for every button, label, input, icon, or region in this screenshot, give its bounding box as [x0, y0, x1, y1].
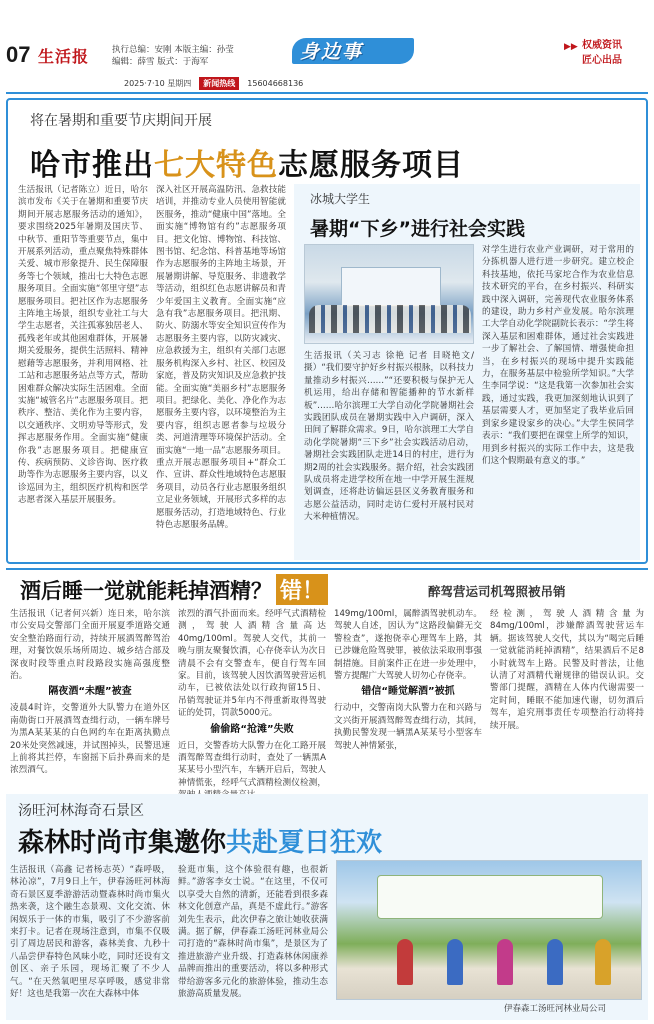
info-bar: [124, 76, 303, 90]
hotline-number: 15604668136: [247, 78, 304, 88]
photo-event-sign: [377, 875, 603, 919]
article1-subtitle: 将在暑期和重要节庆期间开展: [30, 113, 212, 129]
article1-headline-pre: 哈市推出: [30, 148, 154, 183]
sidebar-column-1: 生活报讯（关习志 徐艳 记者 目晓艳文/摄）“我们要守护好乡村振兴根脉，以科技力量推动乡村振兴……”“还要积极与保护无人机运用，给出存储和智能播种的节水新样板”……哈尔滨理工大学自动化学院暑期社会实践团队成员在暑期实践中入户调研，深入田间了解群众需求。9日，哈尔滨理工大学自动化学院暑期“三下乡”社会实践活动启动，暑期社会实践团队走进14日的村庄，进行为期2周的社会实践服务。据介绍，社会实践团队成员将走进学校所在地一中学开展生涯规划调查，还将赴访偏远县区义务教育服务和志愿公益活动，同时走访仁爱村开展村民对大米种植情况。: [304, 351, 474, 523]
hotline-label: 新闻热线: [199, 77, 239, 90]
article2-subhead-1: 隔夜酒“未醒”被查: [48, 686, 132, 698]
article3-column-2: 验逛市集，这个体验很有趣，也很新鲜。”游客李女士说。“在这里，不仅可以享受大自然的清新，还能看到很多森林文化创意产品，真是不虚此行。”游客刘先生表示，此次伊春之旅让她收获满满。据了解，伊春森工汤旺河林业局公司打造的“森林时尚市集”，是景区为了推进旅游产业升级、打造森林休闲康养品牌而推出的重要活动，将以多种形式带给游客多元化的旅游体验，推动生态旅游高质量发展。: [178, 865, 328, 1000]
sidebar-column-2: 对学生进行农业产业调研，对于常用的分拣机器人进行进一步研究。建立校企科技基地，依托马家坨合作为农业信息技术研究的平台，在乡村振兴、科研实践中深入调研，完善现代农业服务体系的建设，助力乡村产业发展。哈尔滨理工大学自动化学院副院长表示：“学生将深入基层和困难群体，通过社会实践进一步了解社会、了解国情、增强使命担当，在乡村振兴的现场中提升实践能力，在服务基层中检验所学知识。”大学生李同学说：“这是我第一次参加社会实践，通过实践，我更加深刻地认识到了基层需要人才，更加坚定了我毕业后回到家乡建设家乡的决心。”大学生侯同学表示：“我们要把在课堂上所学的知识，用到乡村振兴的实际工作中去，这是我们这个假期最有意义的事。”: [482, 245, 634, 466]
article2-headline: [20, 574, 328, 605]
article3-headline-highlight: 共赴夏日狂欢: [226, 828, 383, 858]
article2-headline-pre: 酒后睡一觉就能耗掉酒精？: [20, 579, 272, 603]
article3-subtitle: 汤旺河林海奇石景区: [18, 803, 144, 819]
article1-headline: [30, 140, 464, 184]
slogan-line-2: 匠心出品: [582, 55, 622, 66]
student-group-photo: [304, 244, 474, 344]
photo-credit: 伊春森工汤旺河林业局公司: [504, 1004, 607, 1014]
arrow-icon: ▶▶: [564, 42, 578, 52]
article2-subtitle: 醉驾营运司机驾照被吊销: [428, 584, 566, 599]
article2-col2b-text: 近日，交警香坊大队警力在化工路开展酒驾醉驾查缉行动时，查处了一辆黑A某某号小型汽车，车辆开启后，驾驶人神情慌张，经呼气式酒精检测仪检测，: [178, 740, 326, 788]
article3-headline-pre: 森林时尚市集邀你: [18, 828, 227, 858]
article2-column-1: [10, 608, 170, 786]
section-title: 身边事: [300, 41, 364, 63]
staff-credits: [112, 44, 234, 68]
article2-col2-text: 浓烈的酒气扑面而来。经呼气式酒精检测，驾驶人酒精含量高达40mg/100ml。驾驶人交代，其前一晚与朋友聚餐饮酒，心存侥幸认为次日清晨不会有交警查车，便自行驾车回家。目前，该驾驶人因饮酒驾驶营运机动车，已被依法处以行政拘留15日、吊销驾驶证并5年内不得重新取得驾驶证的处罚，罚款5000元。: [178, 609, 326, 719]
staff-line-1: 执行总编：安刚 本版主编：孙莹: [112, 45, 234, 55]
issue-date: 2025·7·10 星期四: [124, 78, 192, 88]
photo-people: [309, 305, 471, 333]
sidebar-student-practice: [294, 184, 640, 560]
photo-performer: [595, 939, 611, 985]
article1-headline-highlight: 七大特色: [154, 148, 278, 183]
article2-col1-text: 生活报讯（记者何兴新）连日来，哈尔滨市公安局交警部门全面开展夏季道路交通安全整治路面行动，持续开展酒驾醉驾治理，对餐饮娱乐场所周边、城乡结合部及深夜时段等重点时段路段实施高强度整治。: [10, 609, 170, 682]
article2-col1b-text: 凌晨4时许，交警道外大队警力在道外区南勋街口开展酒驾查缉行动，一辆车牌号为黑A某某某的白色网约车在距离执勤点20米处突然减速，并试图掉头，民警迅速上前将其拦停，车窗摇下后扑鼻而来的是浓烈酒气。: [10, 703, 170, 776]
masthead-rule: [6, 92, 648, 94]
article2-column-2: [178, 608, 326, 786]
article1-column-2: 深入社区开展高温防汛、急救技能培训，并推动专业人员使用智能就医服务，推动“健康中国”落地。全面实施“博物馆有约”志愿服务项目。把文化馆、博物馆、科技馆、图书馆、纪念馆、科普基地等场馆作为志愿服务的主阵地主场景，开展暑期讲解、导览服务、非遗教学等活动，组织红色志愿讲解员和青少年爱国主义教育。全面实施“应急有我”志愿服务项目。把汛期、防火、防溺水等安全知识宣传作为志愿服务主要内容，以防灾减灾、应急救援为主，组织有关部门志愿服务机构深入乡村、社区、校园及家庭，普及防灾知识及应急救护技能。全面实施“美丽乡村”志愿服务项目。把绿化、美化、净化作为志愿服务主要内容，以环境整治为主要内容，组织志愿者参与垃圾分类、河道清理等环境保护活动。全面实施“一地一品”志愿服务项目。重点开展志愿服务项目+“群众工作、宣讲、群众性地域特色志愿服务项目，动员各行业志愿服务组织立足业务领域，开展形式多样的志愿服务活动，打造地域特色、行业特色志愿服务品牌。: [156, 185, 286, 530]
article-drunk-driving: [6, 568, 648, 790]
section-badge: [292, 32, 414, 66]
article2-col3b-text: 行动中，交警南岗大队警力在和兴路与文兴街开展酒驾醉驾查缉行动，其间，执勤民警发现一辆黑A某某号小型客车驾驶人神情紧张，: [334, 703, 482, 751]
photo-performer: [547, 939, 563, 985]
article2-headline-exclaim: 错！: [276, 574, 328, 605]
photo-performer: [447, 939, 463, 985]
article2-rule: [6, 568, 648, 570]
article2-subhead-2: 偷偷路“抢滩”失败: [210, 723, 294, 735]
photo-performer: [497, 939, 513, 985]
photo-banner: [341, 267, 441, 307]
article-volunteer-service: [6, 98, 648, 564]
article1-column-1: 生活报讯（记者陈立）近日，哈尔滨市发布《关于在暑期和重要节庆期间开展志愿服务活动的通知》，要求围绕2025年暑期及国庆节、中秋节、重阳节等重要节点，集中开展系列活动，重点聚焦特殊群体关爱、城市形象提升、民生保障服务等七个领域，推出七大特色志愿服务项目。全面实施“邻里守望”志愿服务项目。把社区作为志愿服务主阵地主场景，组织专业社工与大学生志愿者，关注孤寡独居老人、孤残老年或其他困难群体，开展暑期关爱服务，提供生活照料、精神慰藉等志愿服务，并利用网格、社工站和志愿服务站点等方式，帮助困难群众解决实际生活困难。全面实施“城管名片”志愿服务项目。把秩序、整洁、美化作为主要内容，以交通秩序、文明劝导等形式，发挥志愿服务作用。全面实施“健康你我”志愿服务项目。把健康宣传、疾病预防、义诊咨询、医疗救助等作为志愿服务主要内容，以义诊巡回为主，组织医疗机构和医学志愿者深入基层开展服务。: [18, 185, 148, 506]
article2-col3-text: 149mg/100ml，属醉酒驾驶机动车。驾驶人自述，因认为“这路段偏僻无交警检查”，遂抱侥幸心理驾车上路，其已涉嫌危险驾驶罪，被依法采取刑事强制措施。目前案件正在进一步处理中，警方提醒广大驾驶人切勿心存侥幸。: [334, 609, 482, 682]
slogan: [582, 38, 622, 68]
staff-line-2: 编辑：薛雪 版式：于海军: [112, 57, 209, 67]
paper-name-logo: 生活报: [38, 47, 90, 66]
sidebar-subtitle: 冰城大学生: [310, 192, 371, 206]
article3-column-1: 生活报讯（高鑫 记者杨志英）“森呼吸，林沁凉”，7月9日上午，伊春汤旺河林海奇石景区夏季游游活动暨森林时尚市集火热来袭，这个融生态景观、文化交流、休闲娱乐于一体的市集，吸引了不少游客前来打卡。记者在现场注意到，市集不仅吸引了周边居民和游客，森林美食、九秒十八品尝伊春特色风味小吃，同时还设有文创区、亲子乐园，现场汇聚了不少人气。“在天然氧吧里尽享呼吸，感觉非常好！这也是我第一次在大森林中体: [10, 865, 170, 1000]
article-forest-market: [6, 794, 648, 1020]
slogan-line-1: 权威资讯: [582, 40, 622, 51]
article2-column-4: 经检测，驾驶人酒精含量为84mg/100ml，涉嫌醉酒驾驶营运车辆。据该驾驶人交代，其以为“喝完后睡一觉就能消耗掉酒精”，结果酒后不足8小时就驾车上路。民警及时普法，让他认清了对酒精代谢规律的错误认识。交警部门提醒，酒精在人体内代谢需要一定时间，睡眠不能加速代谢，切勿酒后驾车，追究刑事责任专项整治行动将持续开展。: [490, 609, 644, 731]
article2-column-3: [334, 608, 482, 786]
article2-subhead-3: 错信“睡觉解酒”被抓: [361, 686, 455, 698]
masthead: [0, 0, 654, 96]
article3-headline: [18, 822, 382, 859]
forest-market-photo: [336, 860, 642, 1000]
photo-performer: [397, 939, 413, 985]
sidebar-headline: 暑期“下乡”进行社会实践: [310, 218, 525, 240]
page-number: 07: [6, 42, 31, 67]
article1-headline-post: 志愿服务项目: [278, 148, 464, 183]
